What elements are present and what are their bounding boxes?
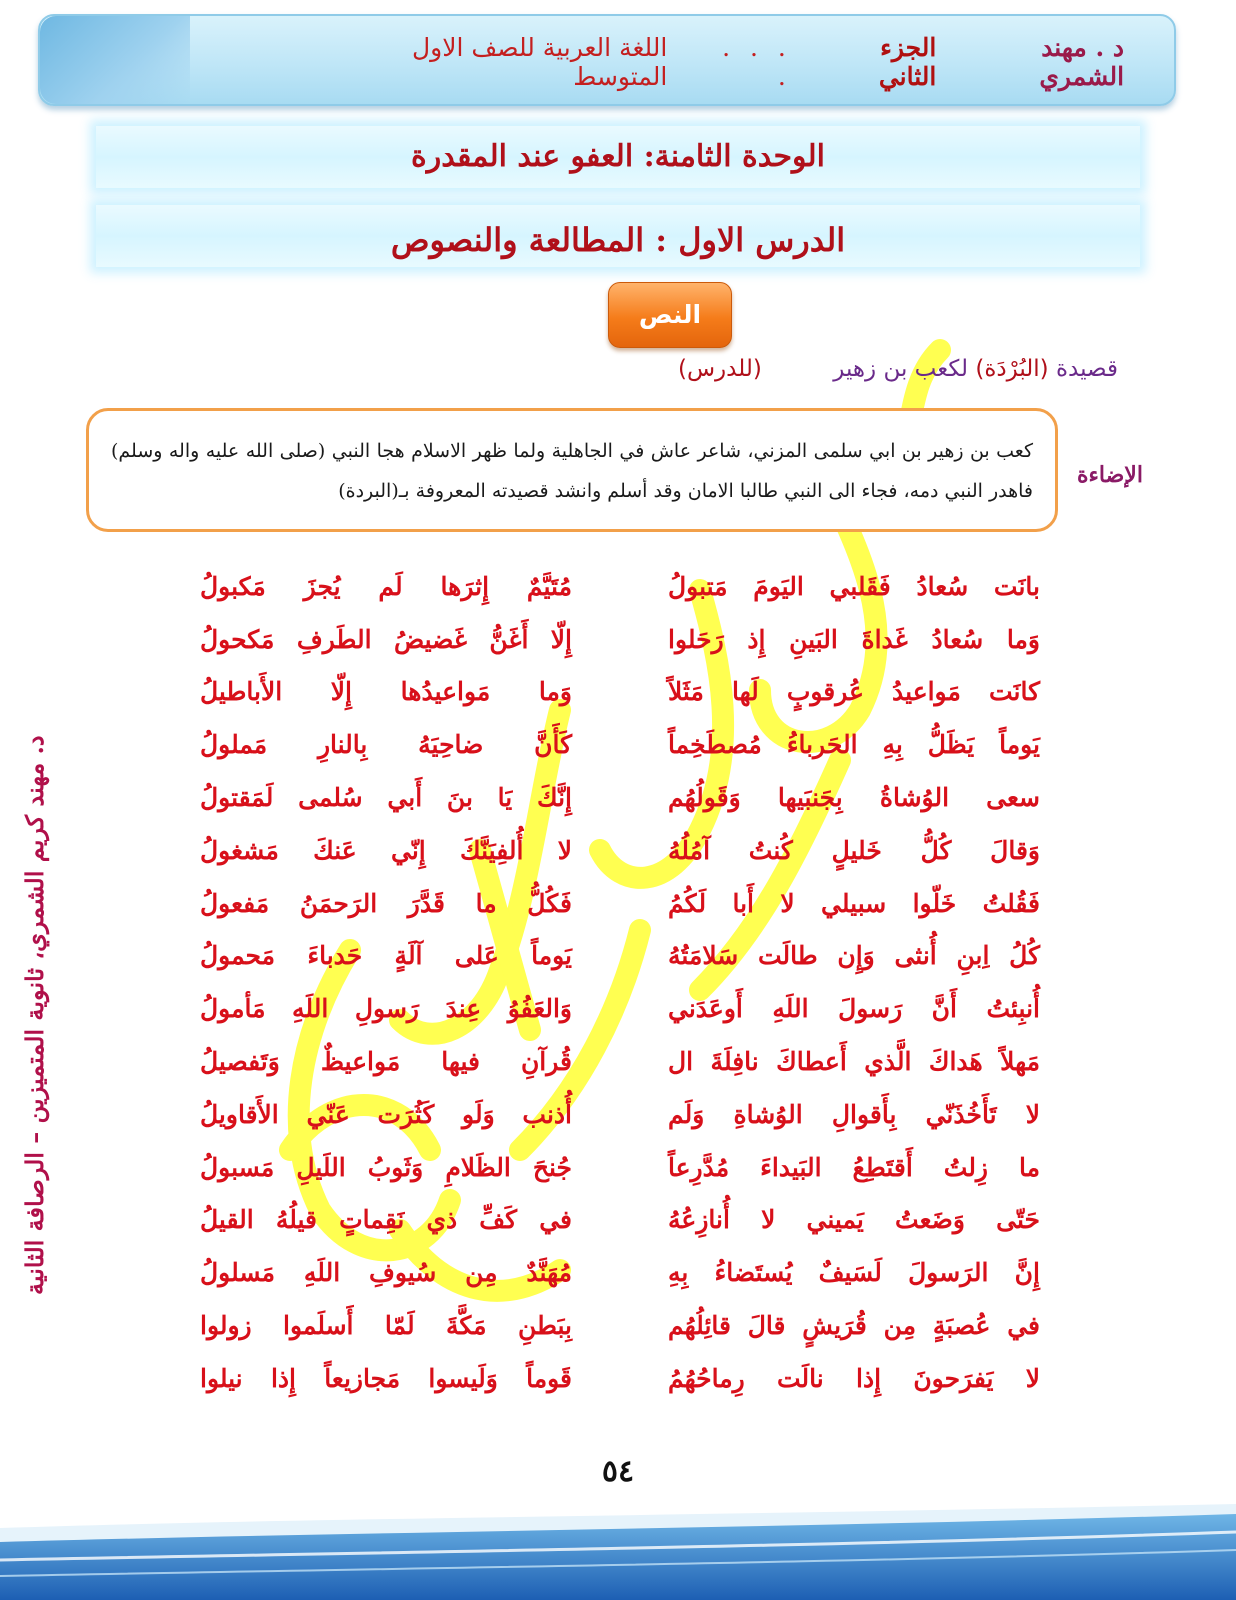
header-part: الجزء الثاني bbox=[878, 33, 937, 91]
verse-row bbox=[200, 1299, 1040, 1352]
verse-first-hemistich: أُنبِئتُ أَنَّ رَسولَ اللَهِ أَوعَدَني bbox=[668, 994, 1040, 1024]
verse-row bbox=[200, 930, 1040, 983]
verse-second-hemistich: يَوماً عَلى آلَةٍ حَدباءَ مَحمولُ bbox=[200, 941, 572, 971]
verse-row bbox=[200, 560, 1040, 613]
illumination-text: كعب بن زهير بن ابي سلمى المزني، شاعر عاش في الجاهلية ولما ظهر الاسلام هجا النبي (صلى الله عليه واله وسلم) فاهدر النبي دمه، فجاء الى النبي طالبا الامان وقد أسلم وانشد قصيدته المعروفة بـ(البردة) bbox=[111, 440, 1033, 502]
poem-title bbox=[833, 356, 1118, 382]
verse-second-hemistich: لا أُلفِيَنَّكَ إِنّي عَنكَ مَشغولُ bbox=[200, 835, 572, 865]
verse-second-hemistich: إِنَّكَ يَا بنَ أَبي سُلمى لَمَقتولُ bbox=[200, 783, 572, 813]
verse-second-hemistich: فَكُلُّ ما قَدَّرَ الرَحمَنُ مَفعولُ bbox=[200, 888, 572, 918]
verse-row bbox=[200, 1194, 1040, 1247]
verse-first-hemistich: وَقالَ كُلُّ خَليلٍ كُنتُ آمُلُهُ bbox=[668, 835, 1040, 865]
verse-first-hemistich: كانَت مَواعيدُ عُرقوبٍ لَها مَثَلاً bbox=[668, 677, 1040, 707]
lesson-title: الدرس الاول : المطالعة والنصوص bbox=[96, 205, 1140, 267]
verse-first-hemistich: سعى الوُشاةُ بِجَنبَيها وَقَولُهُم bbox=[668, 783, 1040, 813]
verse-row bbox=[200, 982, 1040, 1035]
verse-row bbox=[200, 718, 1040, 771]
illumination-label: الإضاءة bbox=[1077, 462, 1143, 488]
text-button[interactable]: النص bbox=[608, 282, 732, 348]
verse-second-hemistich: جُنحَ الظَلامِ وَثَوبُ اللَيلِ مَسبولُ bbox=[200, 1152, 572, 1182]
header-decoration bbox=[40, 16, 190, 104]
header-subject: اللغة العربية للصف الاول المتوسط bbox=[412, 33, 668, 91]
header-author: د . مهند الشمري bbox=[1039, 33, 1125, 91]
header-row bbox=[380, 33, 1125, 91]
verse-second-hemistich: في كَفِّ ذي نَقِماتٍ قيلُهُ القيلُ bbox=[200, 1205, 572, 1235]
verse-second-hemistich: قُرآنِ فيها مَواعيظٌ وَتَفصيلُ bbox=[200, 1047, 572, 1077]
verse-first-hemistich: حَتّى وَضَعتُ يَميني لا أُنازِعُهُ bbox=[668, 1205, 1040, 1235]
verse-second-hemistich: بِبَطنِ مَكَّةَ لَمّا أَسلَموا زولوا bbox=[200, 1311, 572, 1341]
verse-row bbox=[200, 666, 1040, 719]
verse-second-hemistich: مُتَيَّمٌ إِثرَها لَم يُجزَ مَكبولُ bbox=[200, 571, 572, 601]
verse-row bbox=[200, 1352, 1040, 1405]
verse-first-hemistich: إِنَّ الرَسولَ لَسَيفٌ يُستَضاءُ بِهِ bbox=[668, 1258, 1040, 1288]
verse-row bbox=[200, 1246, 1040, 1299]
verse-row bbox=[200, 1141, 1040, 1194]
verse-second-hemistich: أُذنب وَلَو كَثُرَت عَنّي الأَقاويلُ bbox=[200, 1099, 572, 1129]
verse-second-hemistich: إِلّا أَغَنُّ غَضيضُ الطَرفِ مَكحولُ bbox=[200, 624, 572, 654]
verse-first-hemistich: وَما سُعادُ غَداةَ البَينِ إِذ رَحَلوا bbox=[668, 624, 1040, 654]
poem-verses bbox=[200, 560, 1040, 1405]
page-header bbox=[38, 14, 1176, 106]
verse-row bbox=[200, 613, 1040, 666]
verse-second-hemistich: مُهَنَّدٌ مِن سُيوفِ اللَهِ مَسلولُ bbox=[200, 1258, 572, 1288]
page-number: ٥٤ bbox=[601, 1454, 635, 1489]
header-dots: . . . . bbox=[722, 33, 792, 91]
illumination-box bbox=[86, 408, 1058, 532]
verse-first-hemistich: ما زِلتُ أَقتَطِعُ البَيداءَ مُدَّرِعاً bbox=[668, 1152, 1040, 1182]
verse-second-hemistich: وَما مَواعيدُها إِلّا الأَباطيلُ bbox=[200, 677, 572, 707]
poem-title-note: (للدرس) bbox=[678, 356, 762, 382]
poem-title-prefix: قصيدة bbox=[1055, 356, 1118, 382]
verse-first-hemistich: يَوماً يَظَلُّ بِهِ الحَرباءُ مُصطَخِماً bbox=[668, 730, 1040, 760]
unit-title: الوحدة الثامنة: العفو عند المقدرة bbox=[96, 126, 1140, 188]
verse-row bbox=[200, 771, 1040, 824]
verse-row bbox=[200, 1088, 1040, 1141]
verse-second-hemistich: قَوماً وَلَيسوا مَجازيعاً إِذا نيلوا bbox=[200, 1363, 572, 1393]
verse-row bbox=[200, 877, 1040, 930]
poem-title-name: (البُرْدَة) bbox=[975, 356, 1049, 382]
verse-first-hemistich: في عُصبَةٍ مِن قُرَيشٍ قالَ قائِلُهُم bbox=[668, 1311, 1040, 1341]
verse-row bbox=[200, 824, 1040, 877]
verse-second-hemistich: كَأَنَّ ضاحِيَهُ بِالنارِ مَملولُ bbox=[200, 730, 572, 760]
verse-first-hemistich: لا تَأَخُذَنّي بِأَقوالِ الوُشاةِ وَلَم bbox=[668, 1099, 1040, 1129]
verse-first-hemistich: كُلُ اِبنِ أُنثى وَإِن طالَت سَلامَتُهُ bbox=[668, 941, 1040, 971]
verse-first-hemistich: مَهلاً هَداكَ الَّذي أَعطاكَ نافِلَةَ ال bbox=[668, 1047, 1040, 1077]
verse-first-hemistich: فَقُلتُ خَلّوا سبيلي لا أَبا لَكُمُ bbox=[668, 888, 1040, 918]
side-credit: د. مهند كريم الشمري، ثانوية المتميزين – الرصافة الثانية bbox=[20, 735, 49, 1295]
verse-row bbox=[200, 1035, 1040, 1088]
verse-second-hemistich: وَالعَفُوُ عِندَ رَسولِ اللَهِ مَأمولُ bbox=[200, 994, 572, 1024]
verse-first-hemistich: بانَت سُعادُ فَقَلبي اليَومَ مَتبولُ bbox=[668, 571, 1040, 601]
poem-title-poet: لكعب بن زهير bbox=[833, 356, 969, 382]
verse-first-hemistich: لا يَفرَحونَ إِذا نالَت رِماحُهُمُ bbox=[668, 1363, 1040, 1393]
footer-wave bbox=[0, 1498, 1236, 1600]
